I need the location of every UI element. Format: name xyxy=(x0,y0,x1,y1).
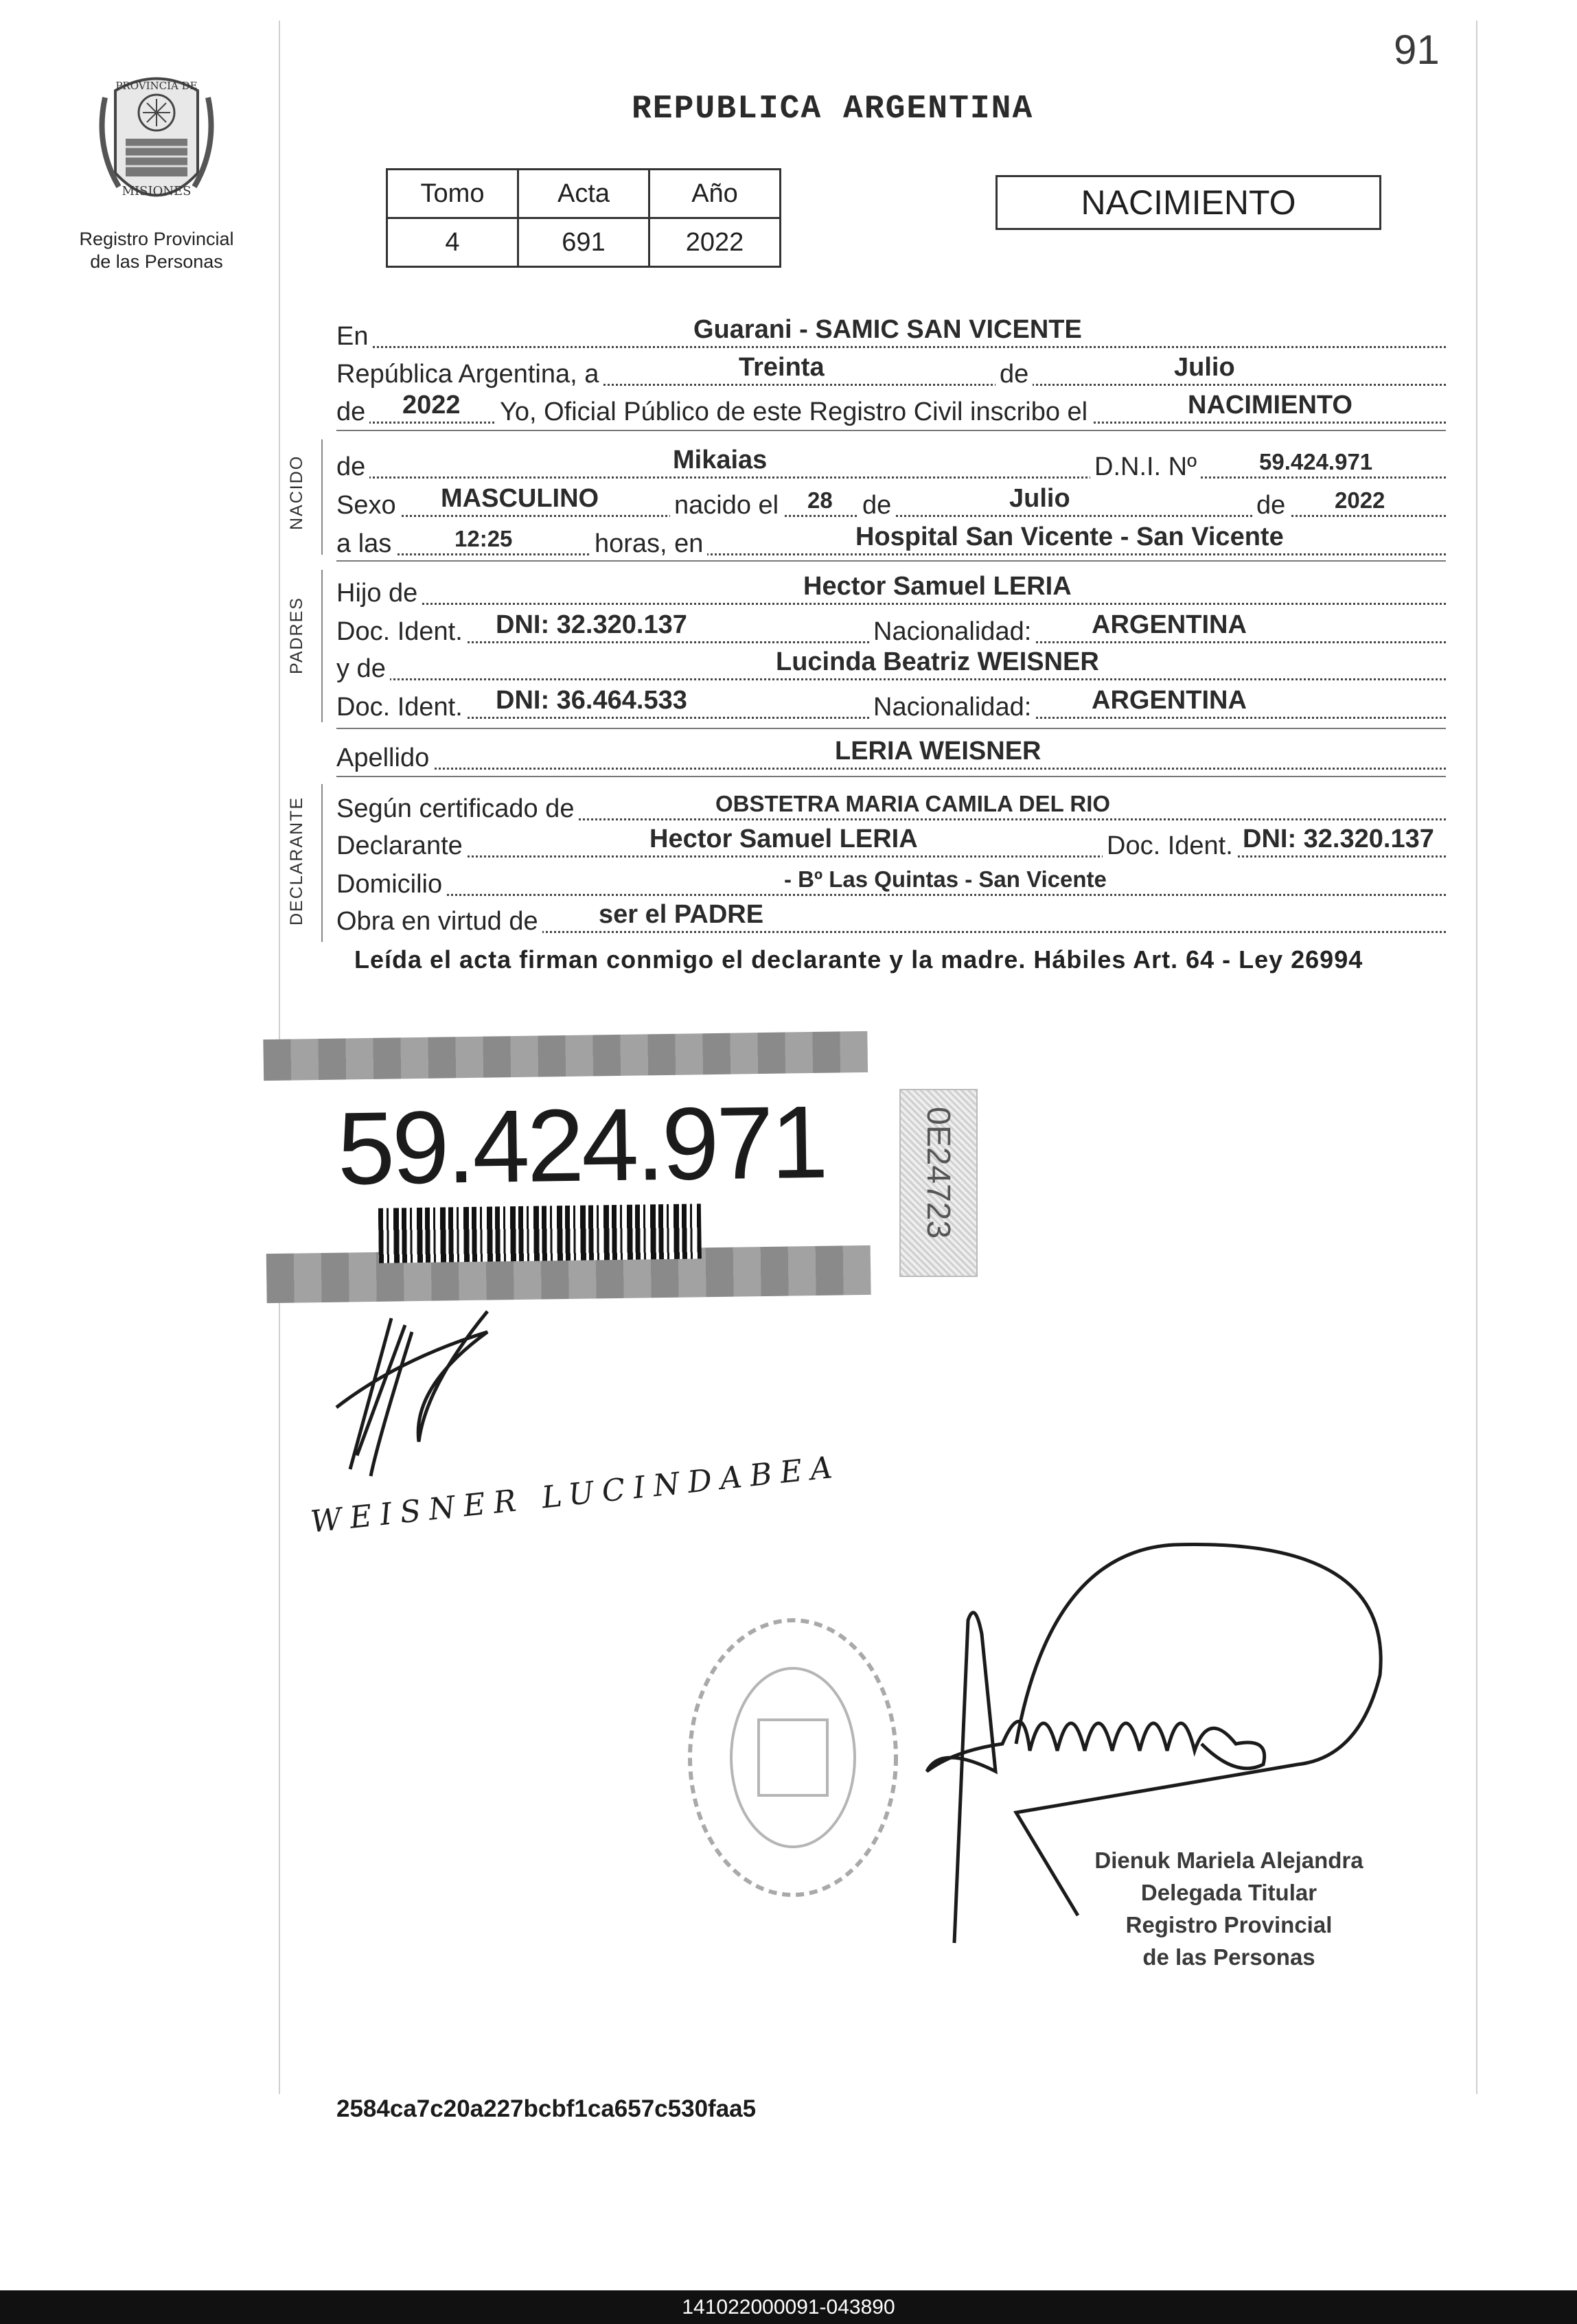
label-y-de: y de xyxy=(336,654,390,684)
tomo-acta-anio-table xyxy=(386,168,781,268)
logo-caption xyxy=(60,228,253,273)
divider-acta-nacido xyxy=(336,430,1446,431)
line-nombre xyxy=(336,439,1446,479)
ref-table-header-row xyxy=(387,170,781,218)
line-sexo xyxy=(336,478,1446,520)
value-padre-nacionalidad: ARGENTINA xyxy=(1092,610,1247,639)
label-hijo-de: Hijo de xyxy=(336,579,422,608)
ref-value-tomo: 4 xyxy=(387,218,518,267)
value-lugar-inscripcion: Guarani - SAMIC SAN VICENTE xyxy=(693,315,1082,344)
line-obra xyxy=(336,894,1446,936)
label-dni: D.N.I. Nº xyxy=(1090,452,1201,482)
oficial-name: Dienuk Mariela Alejandra xyxy=(1094,1848,1363,1873)
label-certificado: Según certificado de xyxy=(336,794,578,824)
value-padre-doc: DNI: 32.320.137 xyxy=(496,610,687,639)
line-padre-doc xyxy=(336,604,1446,646)
divider-padres-apellido xyxy=(336,728,1446,729)
value-sexo: MASCULINO xyxy=(441,484,599,513)
label-de-anio-nac: de xyxy=(1252,491,1289,520)
line-domicilio xyxy=(336,857,1446,899)
value-anio-nacimiento: 2022 xyxy=(1335,487,1385,513)
ref-value-acta: 691 xyxy=(518,218,649,267)
value-apellido: LERIA WEISNER xyxy=(835,737,1041,766)
value-padre: Hector Samuel LERIA xyxy=(803,572,1072,601)
seal-text-bottom: MISIONES xyxy=(122,184,192,198)
label-doc-declarante: Doc. Ident. xyxy=(1103,831,1237,861)
seal-text-top: PROVINCIA DE xyxy=(115,80,198,92)
padres-bracket xyxy=(321,570,323,722)
declarante-bracket xyxy=(321,784,323,942)
line-madre-doc xyxy=(336,680,1446,722)
document-hash: 2584ca7c20a227bcbf1ca657c530faa5 xyxy=(336,2095,757,2122)
label-a-las: a las xyxy=(336,529,395,559)
signature-declarante xyxy=(330,1304,508,1483)
value-declarante: Hector Samuel LERIA xyxy=(649,825,918,853)
label-de-mes: de xyxy=(995,360,1033,389)
logo-caption-line1: Registro Provincial xyxy=(79,229,234,249)
value-madre-doc: DNI: 36.464.533 xyxy=(496,686,687,715)
value-dia-letras: Treinta xyxy=(739,353,825,382)
footer-code: 141022000091-043890 xyxy=(682,2296,895,2319)
signature-madre-text: WEISNER LUCINDABEA xyxy=(309,1449,842,1540)
sticker-dni-number: 59.424.971 xyxy=(336,1083,827,1206)
seal-icon xyxy=(88,70,225,221)
value-dia-nacimiento: 28 xyxy=(807,487,833,513)
value-domicilio: - Bº Las Quintas - San Vicente xyxy=(784,866,1107,892)
document-title: REPUBLICA ARGENTINA xyxy=(632,91,1034,128)
value-madre-nacionalidad: ARGENTINA xyxy=(1092,686,1247,715)
line-madre xyxy=(336,641,1446,683)
oficial-stamp-text xyxy=(1064,1844,1394,1973)
oficial-office-line2: de las Personas xyxy=(1142,1944,1315,1970)
section-label-declarante: DECLARANTE xyxy=(287,796,306,925)
section-label-nacido: NACIDO xyxy=(287,455,306,530)
value-mes-acta: Julio xyxy=(1174,353,1235,382)
value-obra: ser el PADRE xyxy=(599,900,764,929)
label-nacido-el: nacido el xyxy=(670,491,783,520)
label-sexo: Sexo xyxy=(336,491,400,520)
line-hora xyxy=(336,516,1446,558)
label-domicilio: Domicilio xyxy=(336,870,446,899)
value-lugar-nacimiento: Hospital San Vicente - San Vicente xyxy=(855,522,1284,551)
line-apellido xyxy=(336,730,1446,770)
line-declarante xyxy=(336,818,1446,858)
value-hora: 12:25 xyxy=(454,526,513,551)
value-doc-declarante: DNI: 32.320.137 xyxy=(1243,825,1434,853)
label-nac-padre: Nacionalidad: xyxy=(869,617,1035,647)
ref-value-anio: 2022 xyxy=(649,218,781,267)
value-anio-acta: 2022 xyxy=(402,391,461,419)
label-apellido: Apellido xyxy=(336,744,433,773)
label-doc-padre: Doc. Ident. xyxy=(336,617,467,647)
line-padre xyxy=(336,566,1446,608)
hologram-seal xyxy=(899,1089,978,1277)
value-certificado: OBSTETRA MARIA CAMILA DEL RIO xyxy=(715,791,1111,816)
label-de-nombre: de xyxy=(336,452,369,482)
line-certificado xyxy=(336,781,1446,823)
sticker-barcode xyxy=(378,1204,702,1263)
ref-table-value-row xyxy=(387,218,781,267)
dni-sticker xyxy=(263,1031,871,1303)
line-anio-acta xyxy=(336,384,1446,424)
label-republica: República Argentina, a xyxy=(336,360,603,389)
value-dni-nacido: 59.424.971 xyxy=(1259,449,1373,474)
nota-habiles: Leída el acta firman conmigo el declarante y la madre. Hábiles Art. 64 - Ley 26994 xyxy=(354,945,1363,974)
registry-stamp xyxy=(676,1610,910,1905)
oficial-role: Delegada Titular xyxy=(1140,1880,1317,1905)
doc-type-box: NACIMIENTO xyxy=(995,175,1381,230)
line-republica xyxy=(336,347,1446,389)
label-doc-madre: Doc. Ident. xyxy=(336,693,467,722)
province-seal-logo xyxy=(88,70,225,221)
ref-header-anio: Año xyxy=(649,170,781,218)
hologram-code: 0E24723 xyxy=(920,1107,956,1239)
nacido-bracket xyxy=(321,439,323,555)
section-label-padres: PADRES xyxy=(287,597,306,674)
footer-bar xyxy=(0,2290,1577,2324)
line-en xyxy=(336,309,1446,351)
label-declarante: Declarante xyxy=(336,831,467,861)
label-yo-oficial: Yo, Oficial Público de este Registro Civil inscribo el xyxy=(496,398,1092,427)
sticker-top-band xyxy=(263,1031,868,1081)
divider-apellido-declarante xyxy=(336,776,1446,777)
acta-form xyxy=(287,288,1446,1044)
value-nombre-nacido: Mikaias xyxy=(673,446,768,474)
ref-header-acta: Acta xyxy=(518,170,649,218)
value-madre: Lucinda Beatriz WEISNER xyxy=(776,647,1099,676)
oficial-office-line1: Registro Provincial xyxy=(1125,1912,1333,1937)
label-nac-madre: Nacionalidad: xyxy=(869,693,1035,722)
value-mes-nacimiento: Julio xyxy=(1009,484,1070,513)
label-de-mes-nac: de xyxy=(858,491,895,520)
right-margin-rule xyxy=(1476,21,1477,2094)
label-horas-en: horas, en xyxy=(590,529,707,559)
value-tipo-inscripcion: NACIMIENTO xyxy=(1188,391,1352,419)
label-de-anio: de xyxy=(336,398,369,427)
logo-caption-line2: de las Personas xyxy=(90,251,223,272)
label-obra: Obra en virtud de xyxy=(336,907,542,936)
page-number: 91 xyxy=(1394,27,1440,73)
divider-nacido-padres xyxy=(336,560,1446,562)
label-en: En xyxy=(336,322,372,352)
ref-header-tomo: Tomo xyxy=(387,170,518,218)
